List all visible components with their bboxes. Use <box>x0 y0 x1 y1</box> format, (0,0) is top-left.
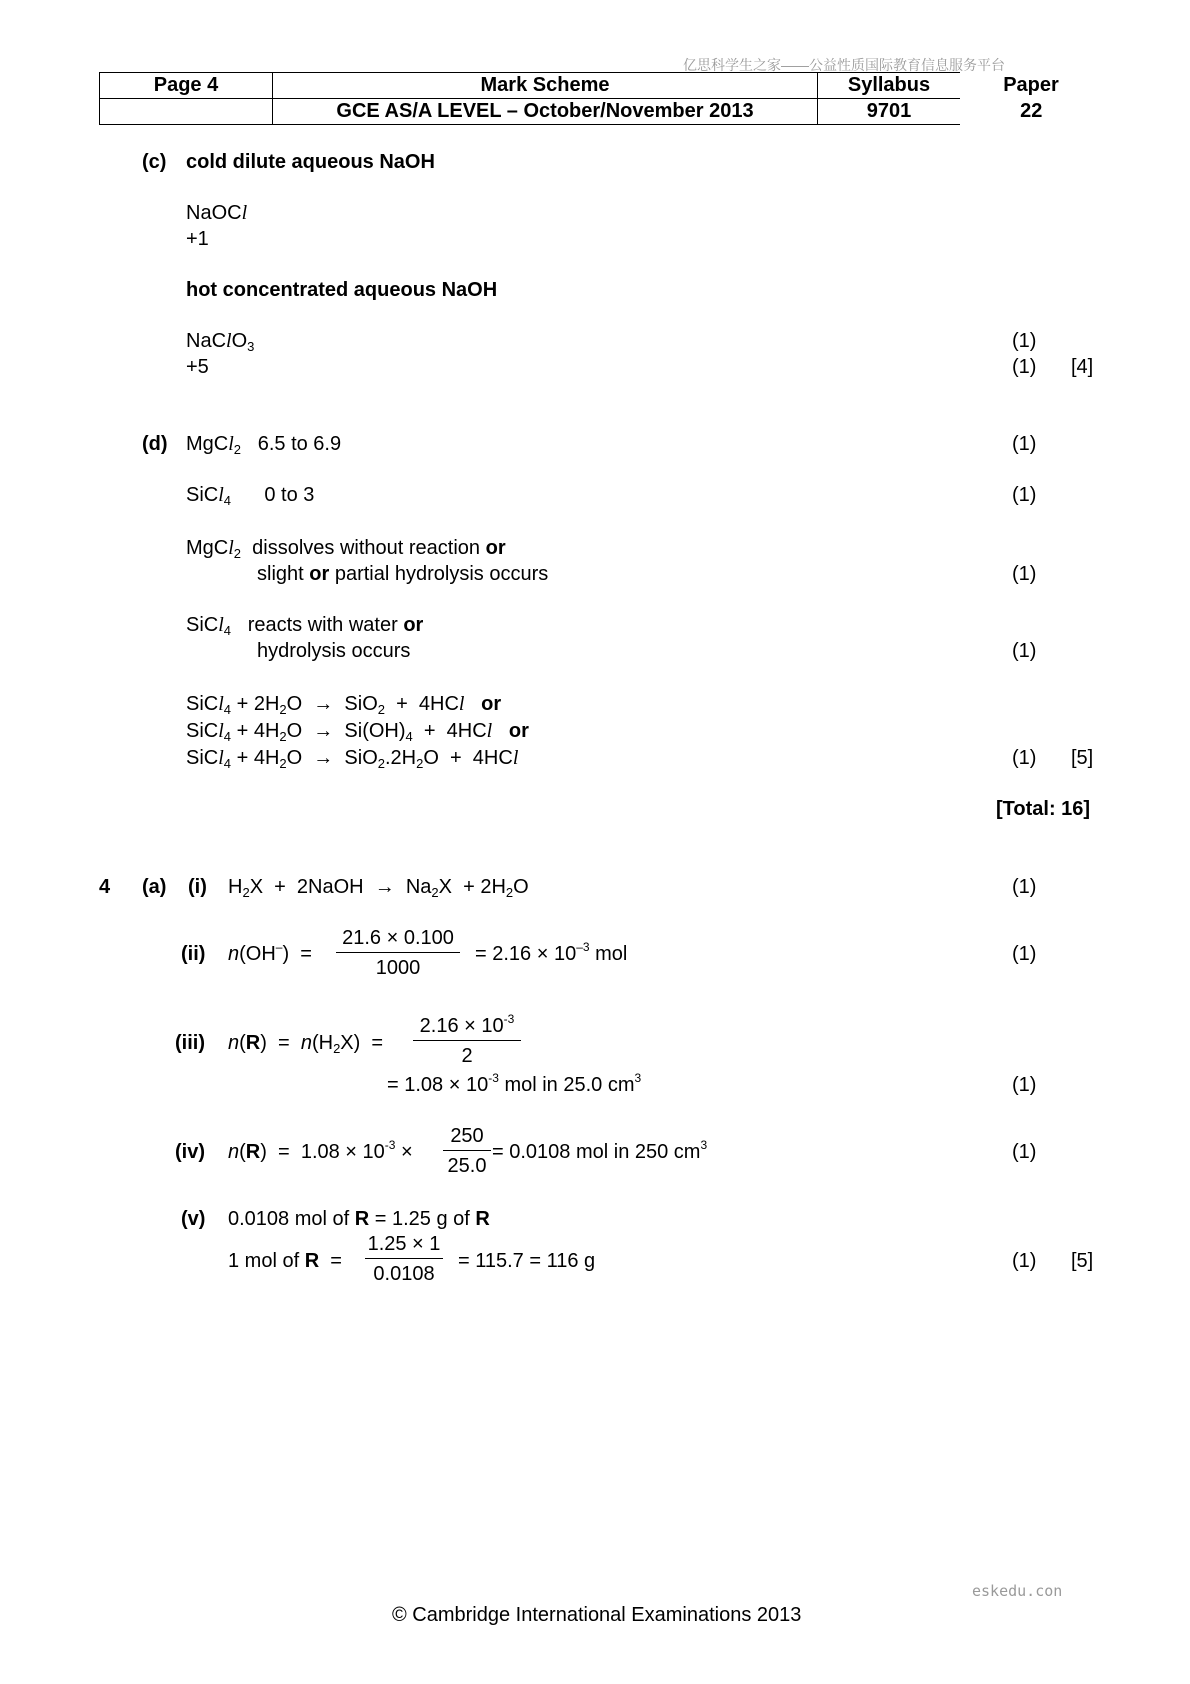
page-number: Page 4 <box>100 73 273 99</box>
hot-formula: NaClO$_3$ <box>186 330 255 354</box>
result-v: = 115.7 = 116 g <box>458 1250 596 1272</box>
part-a-total: [5] <box>1071 1250 1094 1272</box>
cold-formula: NaOCl <box>186 202 248 224</box>
footer-copyright: © Cambridge International Examinations 2013 <box>392 1604 802 1626</box>
mgcl2-behaviour-1: MgCl$_2$ dissolves without reaction or <box>186 537 506 561</box>
mark: (1) <box>1012 356 1037 378</box>
paper-label: Paper <box>1003 74 1059 96</box>
sub-v-label: (v) <box>181 1208 206 1230</box>
cold-oxidation-state: +1 <box>186 228 209 250</box>
v-statement: 0.0108 mol of R = 1.25 g of R <box>228 1208 490 1230</box>
fraction-iii: $2.16 \times 10^{-3}$ 2 <box>413 1014 521 1068</box>
cold-naoh-title: cold dilute aqueous NaOH <box>186 151 435 173</box>
n-oh-expression: n(OH–) = <box>228 940 312 965</box>
mark-scheme-title: Mark Scheme <box>273 73 818 99</box>
mark: (1) <box>1012 943 1037 965</box>
paper-number: 22 <box>1020 100 1043 122</box>
result-iv: = 0.0108 mol in 250 $cm^3$ <box>492 1138 708 1163</box>
part-d-total: [5] <box>1071 747 1094 769</box>
part-a-label: (a) <box>142 876 167 898</box>
footer-site-watermark: eskedu.con <box>972 1582 1063 1600</box>
mark: (1) <box>1012 1141 1037 1163</box>
watermark-text: 亿思科学生之家——公益性质国际教育信息服务平台 <box>683 57 1005 73</box>
mark: (1) <box>1012 1074 1037 1096</box>
n-r-250-expression: $n(R) = 1.08 \times 10^{-3}$ × <box>228 1138 413 1163</box>
sub-ii-label: (ii) <box>181 943 206 965</box>
v-molar-mass: 1 mol of R = <box>228 1250 342 1272</box>
syllabus-code: 9701 <box>818 99 961 125</box>
mark: (1) <box>1012 484 1037 506</box>
hot-naoh-title: hot concentrated aqueous NaOH <box>186 279 498 301</box>
result-iii: = $1.08 \times 10^{-3}$ mol in 25.0 $cm^3$ <box>387 1071 642 1096</box>
mark: (1) <box>1012 1250 1037 1272</box>
sub-iv-label: (iv) <box>175 1141 205 1163</box>
part-c-total: [4] <box>1071 356 1094 378</box>
sub-iii-label: (iii) <box>175 1032 205 1054</box>
sub-i-label: (i) <box>188 876 207 898</box>
equation-3: SiCl$_4$ + $4H_2O \to SiO_2.2H_2O + 4HCl$ <box>186 747 519 771</box>
equation-1: SiCl$_4$ + $2H_2O \to SiO_2 + 4HCl$ or <box>186 693 502 717</box>
mark: (1) <box>1012 640 1037 662</box>
fraction-v: 1.25 × 1 0.0108 <box>365 1232 443 1286</box>
equation-2: SiCl$_4$ + $4H_2O \to Si(OH)_4 + 4HCl$ or <box>186 720 529 744</box>
result-ii: = $2.16 \times 10^{-3}$ mol <box>475 940 628 965</box>
mark: (1) <box>1012 876 1037 898</box>
sicl4-behaviour-2: hydrolysis occurs <box>257 640 411 662</box>
question-total: [Total: 16] <box>996 798 1091 820</box>
mark: (1) <box>1012 433 1037 455</box>
n-r-expression: $n(R) = n(H_2X)$ = <box>228 1032 384 1056</box>
fraction-iv: 250 25.0 <box>443 1124 491 1178</box>
question-number: 4 <box>99 876 111 898</box>
fraction-ii: 21.6 × 0.100 1000 <box>336 926 460 980</box>
sicl4-behaviour-1: SiCl$_4$ reacts with water or <box>186 614 424 638</box>
exam-title: GCE AS/A LEVEL – October/November 2013 <box>273 99 818 125</box>
mgcl2-behaviour-2: slight or partial hydrolysis occurs <box>257 563 549 585</box>
sicl4-ph: SiCl$_4$ 0 to 3 <box>186 484 315 508</box>
page-blank-cell <box>100 99 273 125</box>
mark: (1) <box>1012 563 1037 585</box>
part-c-label: (c) <box>142 151 167 173</box>
mark: (1) <box>1012 747 1037 769</box>
header-table <box>99 72 1103 125</box>
equation-i: $H_2X$ + 2NaOH → $Na_2X + 2H_2O$ <box>228 876 529 900</box>
mark: (1) <box>1012 330 1037 352</box>
mgcl2-ph: MgCl$_2$ 6.5 to 6.9 <box>186 433 342 457</box>
hot-oxidation-state: +5 <box>186 356 209 378</box>
part-d-label: (d) <box>142 433 168 455</box>
syllabus-label: Syllabus <box>818 73 961 99</box>
